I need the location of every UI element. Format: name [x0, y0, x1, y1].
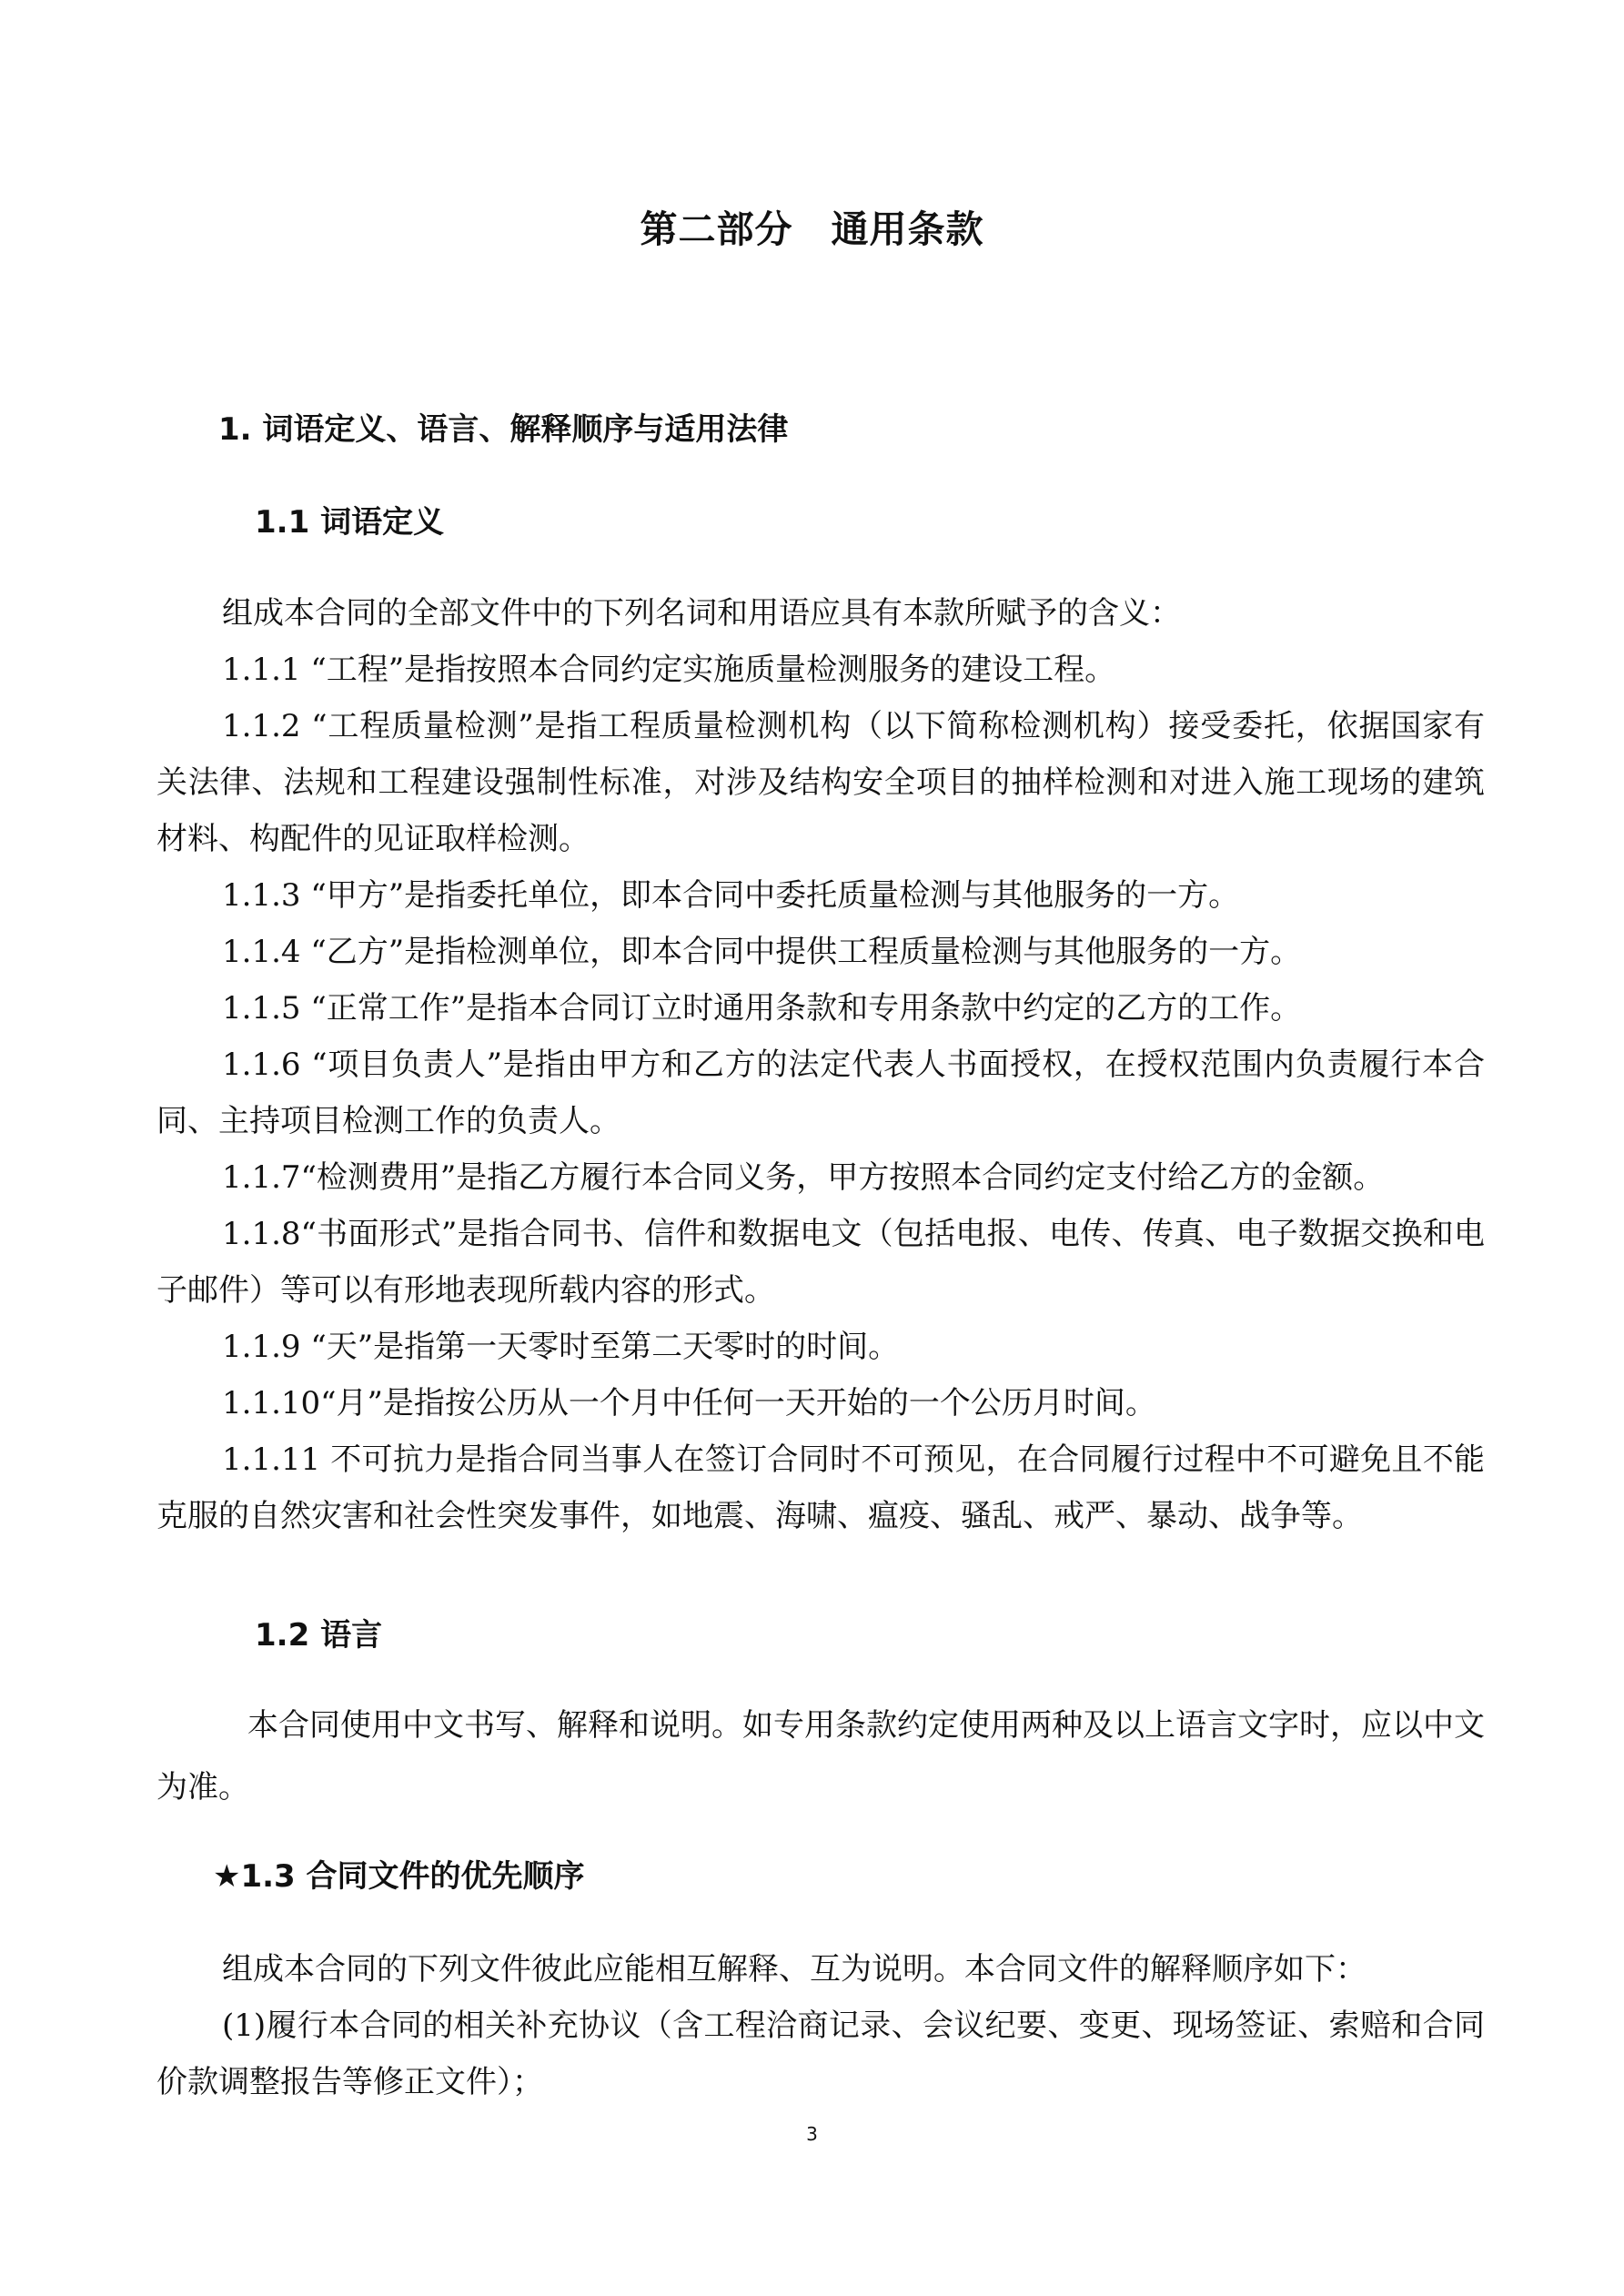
page-number: 3	[806, 2123, 818, 2145]
paragraph-1-1-2: 1.1.2 “工程质量检测”是指工程质量检测机构（以下简称检测机构）接受委托，依据国家有关法律、法规和工程建设强制性标准，对涉及结构安全项目的抽样检测和对进入施工现场的建筑材料、构配件的见证取样检测。	[156, 708, 1485, 857]
paragraph-1-3-item-1: (1)履行本合同的相关补充协议（含工程洽商记录、会议纪要、变更、现场签证、索赔和合同价款调整报告等修正文件）；	[156, 2008, 1485, 2100]
paragraph-1-1-11: 1.1.11 不可抗力是指合同当事人在签订合同时不可预见，在合同履行过程中不可避免且不能克服的自然灾害和社会性突发事件，如地震、海啸、瘟疫、骚乱、戒严、暴动、战争等。	[156, 1441, 1485, 1534]
paragraph-1-1-3: 1.1.3 “甲方”是指委托单位，即本合同中委托质量检测与其他服务的一方。	[222, 877, 1240, 914]
paragraph-1-1-6: 1.1.6 “项目负责人”是指由甲方和乙方的法定代表人书面授权，在授权范围内负责履行本合同、主持项目检测工作的负责人。	[156, 1047, 1485, 1139]
paragraph-1-1-5: 1.1.5 “正常工作”是指本合同订立时通用条款和专用条款中约定的乙方的工作。	[222, 990, 1302, 1027]
subsection-1-1-body	[156, 585, 1485, 1544]
subsection-1-3-body	[156, 1941, 1485, 2110]
page-title: 第二部分 通用条款	[640, 207, 984, 251]
paragraph-intro: 组成本合同的全部文件中的下列名词和用语应具有本款所赋予的含义：	[222, 595, 1181, 632]
subsection-1-2-body	[156, 1694, 1485, 1818]
paragraph-1-3-intro: 组成本合同的下列文件彼此应能相互解释、互为说明。本合同文件的解释顺序如下：	[222, 1951, 1367, 1988]
section-1-heading: 1. 词语定义、语言、解释顺序与适用法律	[218, 411, 789, 448]
paragraph-1-1-8: 1.1.8“书面形式”是指合同书、信件和数据电文（包括电报、电传、传真、电子数据交换和电子邮件）等可以有形地表现所载内容的形式。	[156, 1216, 1485, 1309]
paragraph-1-1-10: 1.1.10“月”是指按公历从一个月中任何一天开始的一个公历月时间。	[222, 1385, 1156, 1421]
paragraph-1-1-7: 1.1.7“检测费用”是指乙方履行本合同义务，甲方按照本合同约定支付给乙方的金额。	[222, 1159, 1385, 1196]
paragraph-1-1-1: 1.1.1 “工程”是指按照本合同约定实施质量检测服务的建设工程。	[222, 652, 1116, 688]
paragraph-1-1-9: 1.1.9 “天”是指第一天零时至第二天零时的时间。	[222, 1329, 900, 1365]
subsection-1-3-heading: ★1.3 合同文件的优先顺序	[213, 1858, 585, 1895]
paragraph-1-1-4: 1.1.4 “乙方”是指检测单位，即本合同中提供工程质量检测与其他服务的一方。	[222, 934, 1302, 970]
subsection-1-2-heading: 1.2 语言	[255, 1617, 383, 1654]
subsection-1-1-heading: 1.1 词语定义	[255, 504, 445, 541]
paragraph-1-2: 本合同使用中文书写、解释和说明。如专用条款约定使用两种及以上语言文字时，应以中文为准。	[156, 1707, 1485, 1805]
